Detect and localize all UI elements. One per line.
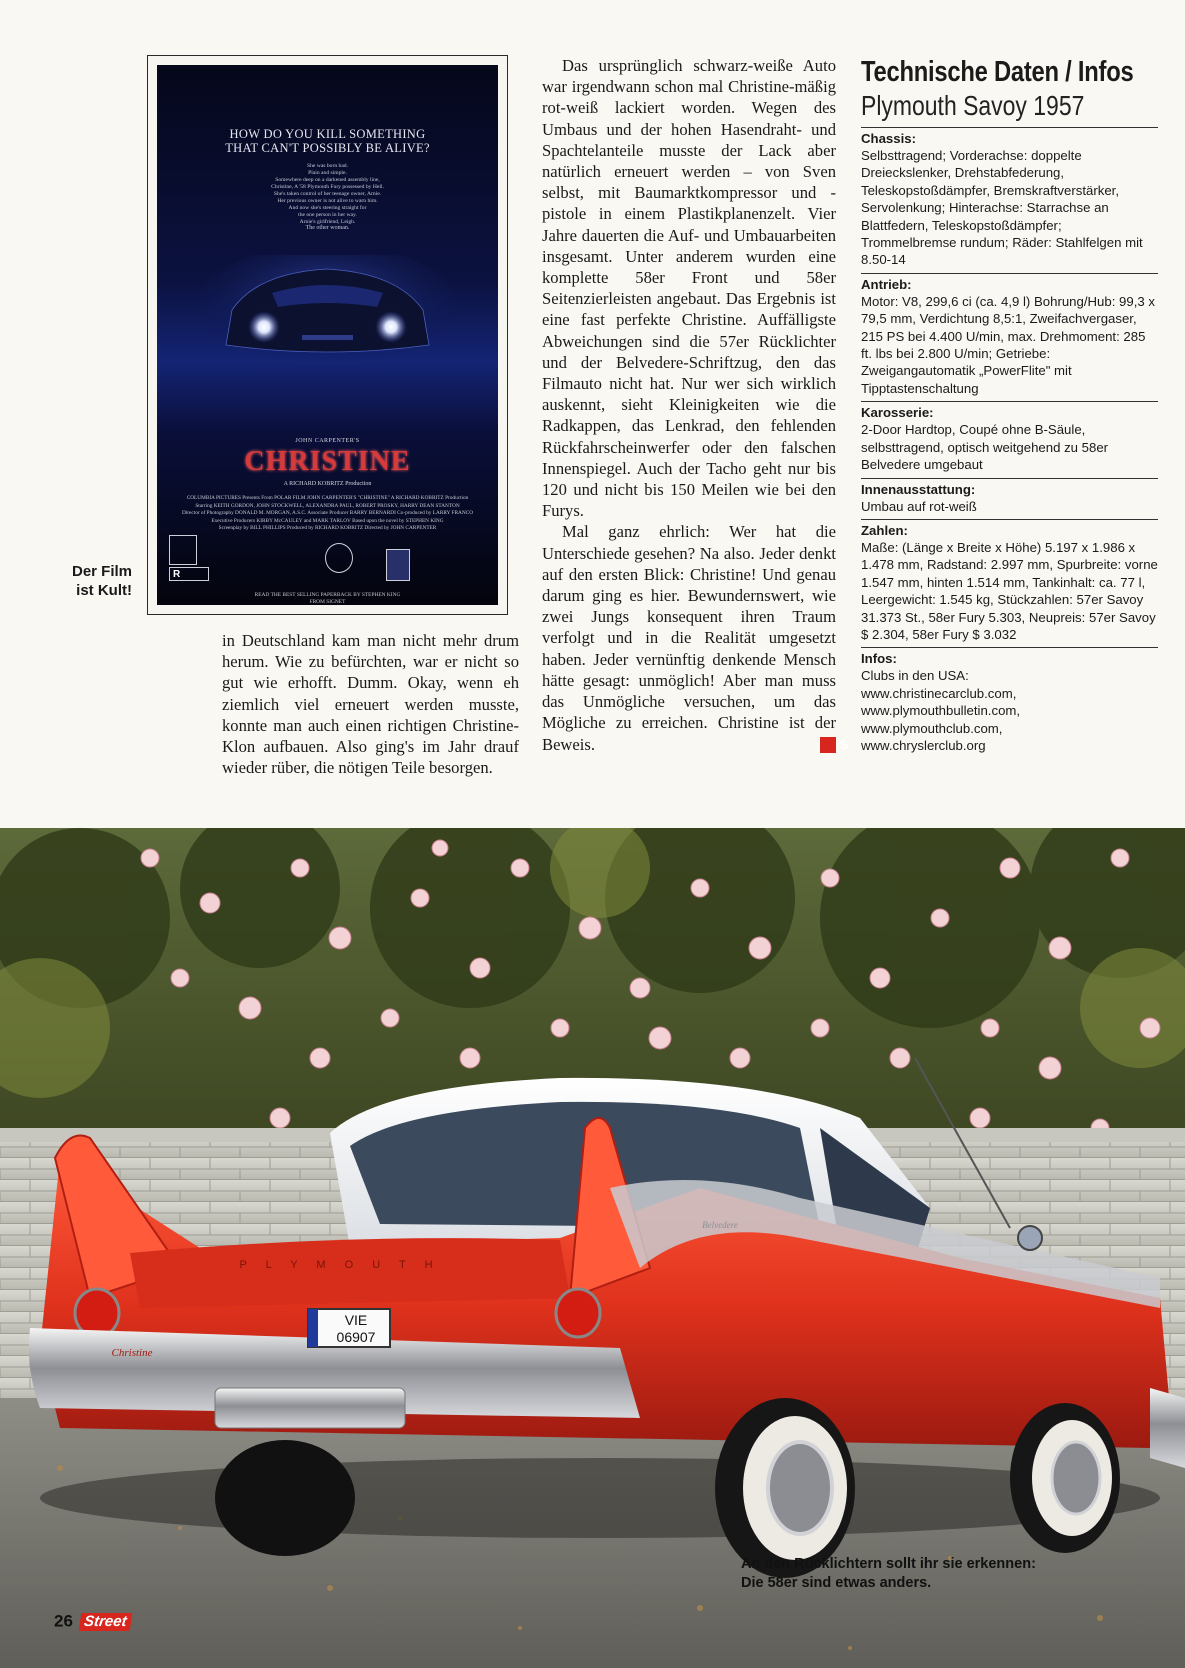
christine-movie-poster [157, 65, 498, 605]
specs-title: Technische Daten / Infos [861, 56, 1134, 88]
article-paragraph-final [542, 521, 849, 754]
poster-title: CHRISTINE [244, 446, 411, 477]
spec-text: 2-Door Hardtop, Coupé ohne B-Säule, selbsttragend, optisch weitgehend zu 58er Belvedere umgebaut [861, 422, 1109, 473]
article-column-2 [542, 55, 849, 755]
spec-heading: Infos: [861, 651, 897, 667]
poster-presents: JOHN CARPENTER'S [295, 438, 360, 444]
studio-logo-icon [325, 543, 353, 573]
article-column-1 [222, 630, 519, 778]
spec-section-antrieb [861, 273, 1158, 397]
poster-car-headlights-illustration [197, 255, 458, 375]
poster-credit-line: COLUMBIA PICTURES Presents From POLAR FILM JOHN CARPENTER'S "CHRISTINE" A RICHARD KOBRITZ Production [186, 495, 469, 501]
page-number: 26 [54, 1611, 73, 1631]
spec-section-infos [861, 647, 1158, 754]
spec-section-zahlen [861, 519, 1158, 643]
spec-text: Motor: V8, 299,6 ci (ca. 4,9 l) Bohrung/Hub: 99,3 x 79,5 mm, Verdichtung 8,5:1, Zweifachvergaser, 215 PS bei 4.400 U/min, max. Drehmoment: 285 ft. lbs bei 2.800 U/min; Getriebe: Zweigangautomatik „PowerFlite" mit Tipptastenschaltung [861, 293, 1155, 396]
bumper-script: Christine [111, 1347, 153, 1359]
poster-story-line: the one person in her way. [298, 212, 357, 218]
spec-heading: Zahlen: [861, 522, 908, 538]
poster-producer: A RICHARD KOBRITZ Production [283, 481, 372, 487]
poster-credit-line: Starring KEITH GORDON, JOHN STOCKWELL, ALEXANDRA PAUL, ROBERT PROSKY, HARRY DEAN STANTON [195, 502, 460, 509]
photo-caption-line: An den Rücklichtern sollt ihr sie erkennen: [741, 1556, 1036, 1572]
spec-section-karosserie [861, 401, 1158, 473]
article-paragraph: in Deutschland kam man nicht mehr drum herum. Wie zu befürchten, war er nicht so gut wie erhofft. Dumm. Okay, wenn eh ziemlich viel erneuert werden musste, konnte man auch einen richtigen Christine-Klon aufbauen. Also ging's im Jahr drauf wieder rüber, die nötigen Teile besorgen. [222, 631, 519, 778]
page-footer [54, 1611, 130, 1632]
spec-heading: Chassis: [861, 131, 916, 146]
poster-credits [175, 495, 480, 533]
movie-poster-frame [147, 55, 508, 615]
club-website-link: www.christinecarclub.com, [861, 685, 1017, 701]
article-paragraph-text: Mal ganz ehrlich: Wer hat die Unterschiede gesehen? Na also. Jeder denkt auf den ersten Blick: Christine! Und genau darum ging es hier. Bewundernswert, wie zwei Jungs konsequent ihren Traum verfolgt und in die Realität umgesetzt haben. Jeder vernünftig denkende Mensch hätte gesagt: unmöglich! Aber man muss das Unmögliche versuchen, um das Mögliche zu erreichen. Christine ist der Beweis. [542, 522, 836, 754]
poster-tagline [157, 127, 498, 155]
license-plate-line: VIE [344, 1312, 368, 1328]
spec-heading: Antrieb: [861, 276, 912, 292]
license-plate-line: 06907 [336, 1329, 376, 1345]
poster-paperback-line: READ THE BEST SELLING PAPERBACK BY STEPHEN KING [254, 592, 401, 598]
poster-story-line: Her previous owner is not alive to warn him. [277, 198, 378, 204]
club-website-link: www.chryslerclub.org [861, 737, 986, 753]
article-end-mark: S [820, 737, 836, 753]
article-paragraph: Das ursprünglich schwarz-weiße Auto war irgendwann schon mal Christine-mäßig rot-weiß lackiert worden. Wegen des Umbaus und der hohen Hasendraht- und Spachtelanteile musste der Lack aber natürlich erneuert werden – von Sven selbst, mit Baumarktkompressor und -pistole in einem Plastikplanenzelt. Vier Jahre dauerten die Auf- und Umbauarbeiten insgesamt. Unter anderem wurden eine komplette 58er Front und 58er Seitenzierleisten angebaut. Das Ergebnis ist eine fast perfekte Christine. Auffälligste Abweichungen sind die 57er Rücklichter und der Belvedere-Schriftzug, den das Filmauto nicht hat. Nur wer sich wirklich auskennt, sieht Kleinigkeiten wie die Radkappen, das Lenkrad, den fehlenden Rückfahrscheinwerfer oder den falschen Innenspiegel. Auch der Tacho geht nur bis 120 und nicht bis 150 Meilen wie bei den Furys. [542, 56, 836, 521]
poster-paperback-line: FROM SIGNET [309, 598, 346, 605]
trunk-lettering: P L Y M O U T H [239, 1259, 441, 1271]
spec-text: Clubs in den USA: [861, 668, 969, 684]
specs-subtitle: Plymouth Savoy 1957 [861, 90, 1085, 121]
poster-story-line: She's taken control of her teenage owner, Arnie. [273, 191, 382, 197]
poster-story-line: Plain and simple. [308, 170, 347, 176]
poster-caption-line: Der Film [71, 563, 132, 580]
poster-story-line: Arnie's girlfriend, Leigh. [299, 219, 356, 225]
plymouth-savoy-photo [0, 828, 1185, 1668]
poster-tagline-line: HOW DO YOU KILL SOMETHING [229, 127, 426, 141]
side-script: Belvedere [702, 1220, 738, 1230]
spec-text: Umbau auf rot-weiß [861, 498, 977, 514]
poster-seal-icon [169, 535, 197, 565]
poster-other-woman: The other woman. [305, 225, 350, 231]
poster-credit-line: Screenplay by BILL PHILLIPS Produced by RICHARD KOBRITZ Directed by JOHN CARPENTER [218, 525, 437, 532]
poster-story [197, 163, 458, 226]
poster-credit-line: Director of Photography DONALD M. MORGAN, A.S.C. Associate Producer BARRY BERNARDI Co-produced by LARRY FRANCO [181, 510, 474, 517]
spec-text: Maße: (Länge x Breite x Höhe) 5.197 x 1.986 x 1.478 mm, Radstand: 2.997 mm, Spurbreite: vorne 1.547 mm, hinten 1.514 mm, Tankinhalt: ca. 77 l, Leergewicht: 1.545 kg, Stückzahlen: 57er Savoy 31.373 St., 58er Fury 5.303, Neupreis: 57er Savoy $ 2.304, 58er Fury $ 3.032 [861, 539, 1158, 642]
spec-section-chassis [861, 127, 1158, 269]
photo-caption [741, 1555, 1036, 1593]
spec-heading: Innenausstattung: [861, 481, 976, 497]
club-website-link: www.plymouthclub.com, [861, 720, 1003, 736]
club-website-link: www.plymouthbulletin.com, [861, 703, 1021, 719]
poster-story-line: Christine, A '58 Plymouth Fury possessed by Hell. [271, 184, 384, 190]
poster-caption [44, 562, 132, 600]
magazine-logo: Street [78, 1613, 131, 1631]
poster-credit-line: Executive Producers KIRBY McCAULEY and MARK TARLOV Based upon the novel by STEPHEN KING [211, 517, 444, 524]
poster-paperback-note [157, 592, 498, 605]
poster-story-line: She was born bad. [306, 163, 348, 169]
poster-story-line: And now she's steering straight for [288, 205, 367, 211]
poster-caption-line: ist Kult! [76, 582, 132, 599]
spec-section-innenausstattung [861, 478, 1158, 515]
photo-caption-line: Die 58er sind etwas anders. [741, 1575, 932, 1591]
paperback-book-icon [386, 549, 410, 581]
spec-heading: Karosserie: [861, 405, 934, 421]
poster-tagline-line: THAT CAN'T POSSIBLY BE ALIVE? [225, 141, 430, 155]
tech-specs-box [861, 55, 1158, 754]
spec-text: Selbsttragend; Vorderachse: doppelte Dreieckslenker, Drehstabfederung, Teleskopstoßdämpfer, Bremskraftverstärker, Servolenkung; Hinterachse: Starrachse an Blattfedern, Teleskopstoßdämpfer; Trommelbremse rundum; Räder: Stahlfelgen mit 8.50-14 [861, 148, 1143, 268]
poster-story-line: Somewhere deep on a darkened assembly line, [275, 177, 380, 183]
poster-rating-badge: R [169, 567, 209, 581]
